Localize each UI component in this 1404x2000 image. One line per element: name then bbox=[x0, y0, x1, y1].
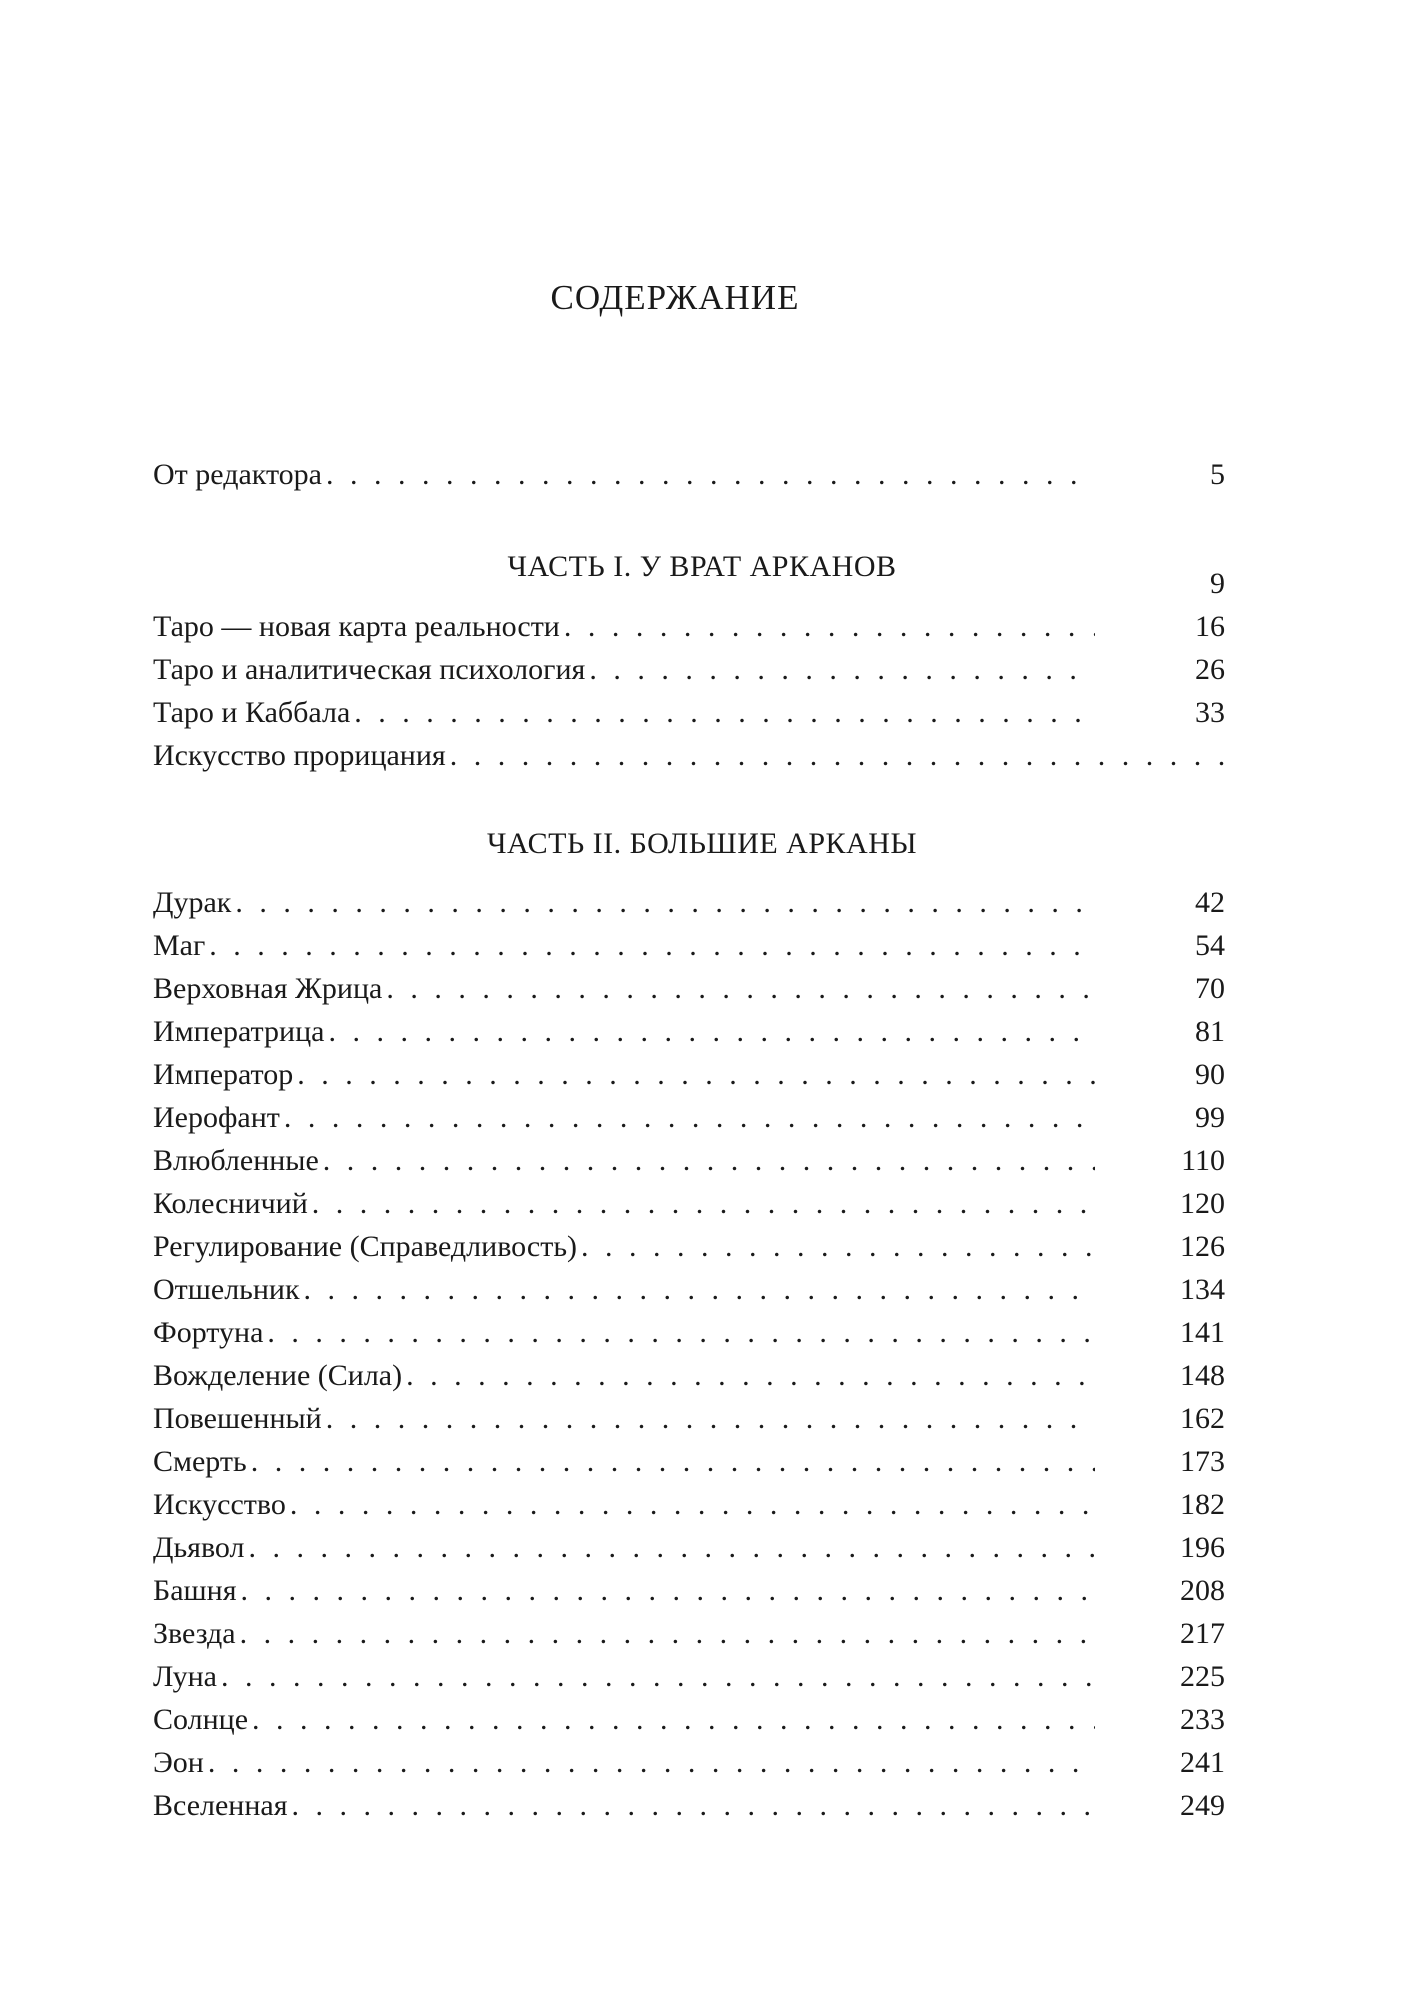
part1-heading-page: 9 bbox=[1210, 567, 1225, 600]
dot-leader bbox=[240, 1617, 1095, 1651]
toc-entry[interactable] bbox=[153, 1187, 1225, 1230]
toc-entry[interactable] bbox=[153, 1101, 1225, 1144]
toc-entry-label: Луна bbox=[153, 1660, 217, 1693]
toc-entry-page: 225 bbox=[1180, 1660, 1225, 1693]
toc-entry-page: 5 bbox=[1210, 458, 1225, 491]
toc-entry[interactable] bbox=[153, 1144, 1225, 1187]
dot-leader bbox=[235, 886, 1095, 920]
toc-entry[interactable] bbox=[153, 1660, 1225, 1703]
toc-entry[interactable] bbox=[153, 1617, 1225, 1660]
toc-entry-page: 141 bbox=[1180, 1316, 1225, 1349]
dot-leader bbox=[208, 1746, 1095, 1780]
toc-entry-page: 110 bbox=[1181, 1144, 1225, 1177]
toc-entry-page: 134 bbox=[1180, 1273, 1225, 1306]
toc-entry-page: 249 bbox=[1180, 1789, 1225, 1822]
toc-entry[interactable] bbox=[153, 1316, 1225, 1359]
toc-entry-page: 54 bbox=[1195, 929, 1225, 962]
toc-entry-label: Башня bbox=[153, 1574, 237, 1607]
toc-entry-page: 241 bbox=[1180, 1746, 1225, 1779]
dot-leader bbox=[450, 739, 1225, 773]
dot-leader bbox=[581, 1230, 1095, 1264]
toc-entry-page: 148 bbox=[1180, 1359, 1225, 1392]
toc-entry-label: От редактора bbox=[153, 458, 322, 491]
part2-heading: ЧАСТЬ II. БОЛЬШИЕ АРКАНЫ bbox=[486, 827, 918, 860]
toc-entry[interactable] bbox=[153, 1015, 1225, 1058]
toc-entry-page: 196 bbox=[1180, 1531, 1225, 1564]
dot-leader bbox=[209, 929, 1095, 963]
toc-entry-label: Смерть bbox=[153, 1445, 247, 1478]
dot-leader bbox=[267, 1316, 1095, 1350]
toc-entry-page: 90 bbox=[1195, 1058, 1225, 1091]
toc-entry[interactable] bbox=[153, 1531, 1225, 1574]
dot-leader bbox=[248, 1531, 1095, 1565]
part1-heading: ЧАСТЬ I. У ВРАТ АРКАНОВ bbox=[507, 550, 897, 583]
dot-leader bbox=[328, 1015, 1095, 1049]
toc-entry-label: Императрица bbox=[153, 1015, 325, 1048]
toc-entry[interactable] bbox=[153, 1789, 1225, 1832]
page-title: СОДЕРЖАНИЕ bbox=[550, 278, 800, 317]
dot-leader bbox=[323, 1144, 1095, 1178]
toc-entry-page: 162 bbox=[1180, 1402, 1225, 1435]
toc-entry[interactable] bbox=[153, 886, 1225, 929]
dot-leader bbox=[284, 1101, 1095, 1135]
toc-entry-label: Дурак bbox=[153, 886, 232, 919]
toc-entry-page: 33 bbox=[1195, 696, 1225, 729]
dot-leader bbox=[241, 1574, 1096, 1608]
toc-entry-page: 42 bbox=[1195, 886, 1225, 919]
toc-entry[interactable] bbox=[153, 1445, 1225, 1488]
toc-entry-label: Вселенная bbox=[153, 1789, 288, 1822]
toc-entry-label: Таро и Каббала bbox=[153, 696, 351, 729]
toc-entry-page: 182 bbox=[1180, 1488, 1225, 1521]
dot-leader bbox=[564, 610, 1095, 644]
toc-entry-label: Влюбленные bbox=[153, 1144, 319, 1177]
toc-entry-label: Искусство прорицания bbox=[153, 739, 446, 772]
dot-leader bbox=[251, 1445, 1095, 1479]
toc-entry-label: Вожделение (Сила) bbox=[153, 1359, 403, 1392]
toc-entry-label: Император bbox=[153, 1058, 294, 1091]
toc-entry-page: 99 bbox=[1195, 1101, 1225, 1134]
toc-entry-page: 126 bbox=[1180, 1230, 1225, 1263]
toc-entry[interactable] bbox=[153, 739, 1225, 782]
toc-entry[interactable] bbox=[153, 653, 1225, 696]
toc-entry-page: 120 bbox=[1180, 1187, 1225, 1220]
toc-entry-label: Звезда bbox=[153, 1617, 236, 1650]
toc-entry[interactable] bbox=[153, 1230, 1225, 1273]
toc-entry[interactable] bbox=[153, 1746, 1225, 1789]
toc-entry[interactable] bbox=[153, 1273, 1225, 1316]
toc-entry-page: 70 bbox=[1195, 972, 1225, 1005]
dot-leader bbox=[406, 1359, 1095, 1393]
dot-leader bbox=[221, 1660, 1095, 1694]
dot-leader bbox=[589, 653, 1095, 687]
toc-entry[interactable] bbox=[153, 1488, 1225, 1531]
toc-entry-page: 233 bbox=[1180, 1703, 1225, 1736]
toc-entry-label: Верховная Жрица bbox=[153, 972, 383, 1005]
toc-entry-label: Таро и аналитическая психология bbox=[153, 653, 586, 686]
dot-leader bbox=[252, 1703, 1095, 1737]
toc-entry-label: Фортуна bbox=[153, 1316, 264, 1349]
toc-entry[interactable] bbox=[153, 1703, 1225, 1746]
toc-entry[interactable] bbox=[153, 1058, 1225, 1101]
toc-entry-label: Таро — новая карта реальности bbox=[153, 610, 560, 643]
toc-entry-label: Маг bbox=[153, 929, 206, 962]
toc-entry-label: Отшельник bbox=[153, 1273, 300, 1306]
toc-entry-label: Регулирование (Справедливость) bbox=[153, 1230, 577, 1263]
toc-entry-label: Дьявол bbox=[153, 1531, 245, 1564]
dot-leader bbox=[304, 1273, 1095, 1307]
toc-entry-label: Эон bbox=[153, 1746, 204, 1779]
toc-entry-page: 208 bbox=[1180, 1574, 1225, 1607]
toc-entry-label: Солнце bbox=[153, 1703, 249, 1736]
dot-leader bbox=[312, 1187, 1095, 1221]
toc-entry-label: Колесничий bbox=[153, 1187, 308, 1220]
toc-entry-page: 217 bbox=[1180, 1617, 1225, 1650]
toc-entry-page: 81 bbox=[1195, 1015, 1225, 1048]
toc-entry[interactable] bbox=[153, 972, 1225, 1015]
toc-entry[interactable] bbox=[153, 1402, 1225, 1445]
toc-entry[interactable] bbox=[153, 610, 1225, 653]
toc-entry[interactable] bbox=[153, 696, 1225, 739]
dot-leader bbox=[297, 1058, 1095, 1092]
toc-entry-page: 26 bbox=[1195, 653, 1225, 686]
toc-entry[interactable] bbox=[153, 1574, 1225, 1617]
dot-leader bbox=[354, 696, 1095, 730]
dot-leader bbox=[326, 1402, 1095, 1436]
toc-entry-label: Иерофант bbox=[153, 1101, 280, 1134]
toc-entry[interactable] bbox=[153, 1359, 1225, 1402]
toc-entry-page: 16 bbox=[1195, 610, 1225, 643]
toc-entry[interactable] bbox=[153, 929, 1225, 972]
dot-leader bbox=[326, 458, 1095, 492]
dot-leader bbox=[386, 972, 1095, 1006]
toc-entry[interactable] bbox=[153, 458, 1225, 501]
dot-leader bbox=[290, 1488, 1095, 1522]
toc-entry-page: 173 bbox=[1180, 1445, 1225, 1478]
toc-entry-label: Повешенный bbox=[153, 1402, 322, 1435]
dot-leader bbox=[292, 1789, 1095, 1823]
toc-entry-label: Искусство bbox=[153, 1488, 286, 1521]
